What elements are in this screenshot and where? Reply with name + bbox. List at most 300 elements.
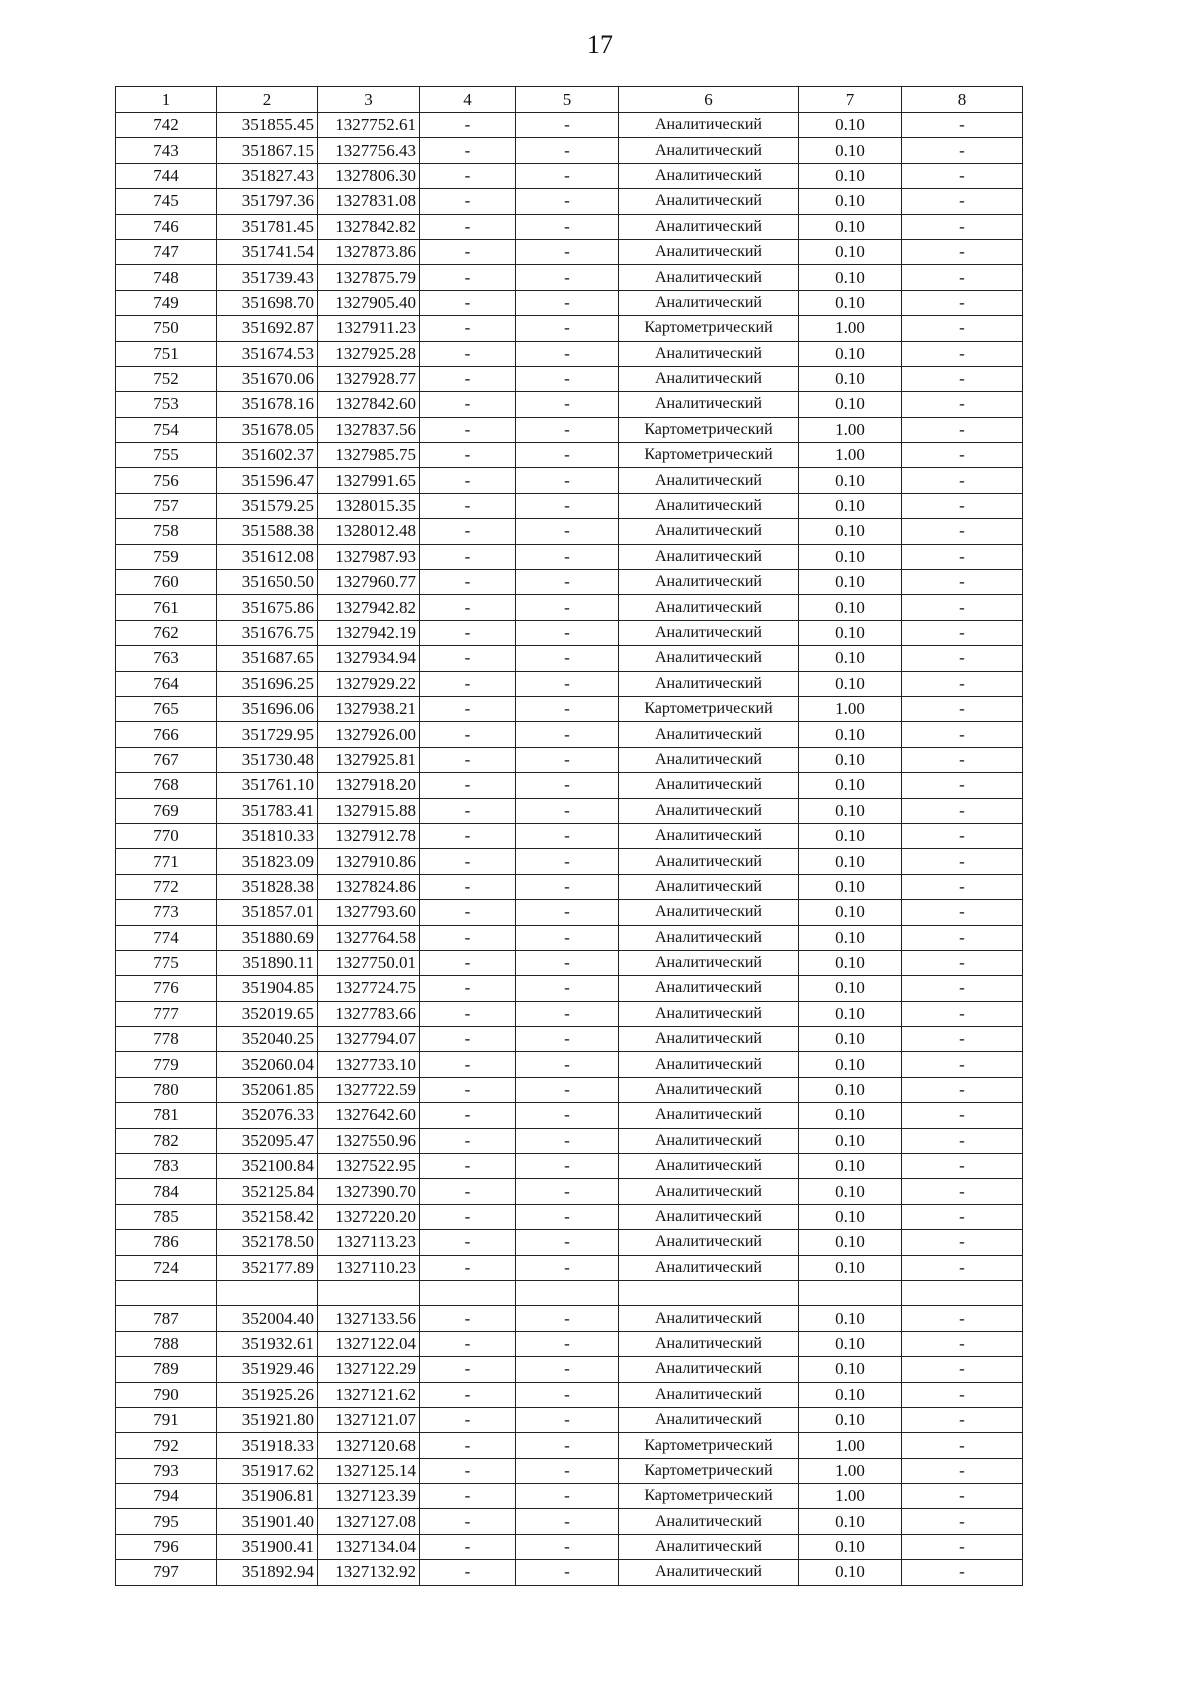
accuracy-cell: 0.10 bbox=[799, 798, 902, 823]
col8-cell: - bbox=[902, 722, 1023, 747]
point-number-cell: 794 bbox=[116, 1484, 217, 1509]
col5-cell: - bbox=[516, 341, 619, 366]
col5-cell: - bbox=[516, 316, 619, 341]
method-cell: Аналитический bbox=[619, 214, 799, 239]
col4-cell: - bbox=[420, 1534, 516, 1559]
col4-cell: - bbox=[420, 189, 516, 214]
col4-cell: - bbox=[420, 1509, 516, 1534]
method-cell: Аналитический bbox=[619, 1154, 799, 1179]
col4-cell: - bbox=[420, 925, 516, 950]
y-coordinate-cell: 1327550.96 bbox=[318, 1128, 420, 1153]
y-coordinate-cell: 1327220.20 bbox=[318, 1204, 420, 1229]
point-number-cell: 788 bbox=[116, 1331, 217, 1356]
point-number-cell: 754 bbox=[116, 417, 217, 442]
accuracy-cell: 0.10 bbox=[799, 493, 902, 518]
x-coordinate-cell: 351828.38 bbox=[217, 874, 318, 899]
col8-cell: - bbox=[902, 113, 1023, 138]
point-number-cell: 779 bbox=[116, 1052, 217, 1077]
col5-cell: - bbox=[516, 113, 619, 138]
x-coordinate-cell: 352125.84 bbox=[217, 1179, 318, 1204]
x-coordinate-cell: 351698.70 bbox=[217, 290, 318, 315]
table-body bbox=[116, 113, 1023, 1586]
col8-cell: - bbox=[902, 1255, 1023, 1280]
table-row bbox=[116, 1179, 1023, 1204]
y-coordinate-cell: 1327875.79 bbox=[318, 265, 420, 290]
y-coordinate-cell: 1327824.86 bbox=[318, 874, 420, 899]
method-cell: Картометрический bbox=[619, 1458, 799, 1483]
col8-cell: - bbox=[902, 823, 1023, 848]
col5-cell: - bbox=[516, 976, 619, 1001]
y-coordinate-cell: 1327134.04 bbox=[318, 1534, 420, 1559]
x-coordinate-cell: 351678.16 bbox=[217, 392, 318, 417]
col8-cell: - bbox=[902, 1433, 1023, 1458]
col8-cell: - bbox=[902, 493, 1023, 518]
y-coordinate-cell: 1327912.78 bbox=[318, 823, 420, 848]
col4-cell: - bbox=[420, 443, 516, 468]
method-cell: Аналитический bbox=[619, 798, 799, 823]
col5-cell: - bbox=[516, 1382, 619, 1407]
col5-cell: - bbox=[516, 620, 619, 645]
x-coordinate-cell: 351925.26 bbox=[217, 1382, 318, 1407]
col5-cell: - bbox=[516, 392, 619, 417]
col5-cell: - bbox=[516, 265, 619, 290]
col4-cell: - bbox=[420, 950, 516, 975]
method-cell: Аналитический bbox=[619, 1306, 799, 1331]
accuracy-cell bbox=[799, 1280, 902, 1305]
table-row bbox=[116, 1382, 1023, 1407]
col8-cell: - bbox=[902, 1560, 1023, 1585]
point-number-cell: 759 bbox=[116, 544, 217, 569]
point-number-cell: 744 bbox=[116, 163, 217, 188]
point-number-cell: 767 bbox=[116, 747, 217, 772]
table-row bbox=[116, 468, 1023, 493]
accuracy-cell: 1.00 bbox=[799, 696, 902, 721]
table-row bbox=[116, 138, 1023, 163]
table-row bbox=[116, 1280, 1023, 1305]
y-coordinate-cell: 1328012.48 bbox=[318, 519, 420, 544]
x-coordinate-cell: 351810.33 bbox=[217, 823, 318, 848]
col8-cell: - bbox=[902, 138, 1023, 163]
col4-cell: - bbox=[420, 1306, 516, 1331]
point-number-cell: 772 bbox=[116, 874, 217, 899]
y-coordinate-cell: 1327831.08 bbox=[318, 189, 420, 214]
point-number-cell: 785 bbox=[116, 1204, 217, 1229]
col8-cell: - bbox=[902, 1077, 1023, 1102]
col8-cell: - bbox=[902, 1407, 1023, 1432]
accuracy-cell: 0.10 bbox=[799, 1331, 902, 1356]
point-number-cell: 751 bbox=[116, 341, 217, 366]
x-coordinate-cell: 351929.46 bbox=[217, 1357, 318, 1382]
table-row bbox=[116, 1458, 1023, 1483]
col4-cell: - bbox=[420, 1179, 516, 1204]
col5-cell: - bbox=[516, 1484, 619, 1509]
col4-cell: - bbox=[420, 798, 516, 823]
col5-cell: - bbox=[516, 1306, 619, 1331]
col5-cell: - bbox=[516, 1458, 619, 1483]
col8-cell: - bbox=[902, 1484, 1023, 1509]
table-row bbox=[116, 696, 1023, 721]
accuracy-cell: 0.10 bbox=[799, 874, 902, 899]
x-coordinate-cell: 351650.50 bbox=[217, 570, 318, 595]
x-coordinate-cell: 352061.85 bbox=[217, 1077, 318, 1102]
col5-cell: - bbox=[516, 671, 619, 696]
point-number-cell: 777 bbox=[116, 1001, 217, 1026]
method-cell: Аналитический bbox=[619, 595, 799, 620]
method-cell: Аналитический bbox=[619, 1331, 799, 1356]
accuracy-cell: 1.00 bbox=[799, 1484, 902, 1509]
col8-cell: - bbox=[902, 1306, 1023, 1331]
point-number-cell: 745 bbox=[116, 189, 217, 214]
col4-cell: - bbox=[420, 366, 516, 391]
table-row bbox=[116, 747, 1023, 772]
point-number-cell: 758 bbox=[116, 519, 217, 544]
accuracy-cell: 0.10 bbox=[799, 1128, 902, 1153]
col4-cell: - bbox=[420, 620, 516, 645]
method-cell: Аналитический bbox=[619, 925, 799, 950]
table-row bbox=[116, 1154, 1023, 1179]
method-cell: Аналитический bbox=[619, 1382, 799, 1407]
point-number-cell: 781 bbox=[116, 1103, 217, 1128]
col8-cell: - bbox=[902, 849, 1023, 874]
point-number-cell: 783 bbox=[116, 1154, 217, 1179]
col8-cell: - bbox=[902, 925, 1023, 950]
x-coordinate-cell: 351761.10 bbox=[217, 773, 318, 798]
accuracy-cell: 0.10 bbox=[799, 1154, 902, 1179]
accuracy-cell: 0.10 bbox=[799, 900, 902, 925]
col5-cell: - bbox=[516, 722, 619, 747]
table-row bbox=[116, 1306, 1023, 1331]
col4-cell: - bbox=[420, 722, 516, 747]
point-number-cell: 778 bbox=[116, 1027, 217, 1052]
col5-cell: - bbox=[516, 1001, 619, 1026]
method-cell: Аналитический bbox=[619, 849, 799, 874]
point-number-cell: 742 bbox=[116, 113, 217, 138]
point-number-cell: 756 bbox=[116, 468, 217, 493]
col8-cell: - bbox=[902, 696, 1023, 721]
table-row bbox=[116, 214, 1023, 239]
table-row bbox=[116, 1331, 1023, 1356]
point-number-cell: 769 bbox=[116, 798, 217, 823]
y-coordinate-cell: 1327122.04 bbox=[318, 1331, 420, 1356]
method-cell: Аналитический bbox=[619, 773, 799, 798]
x-coordinate-cell: 351921.80 bbox=[217, 1407, 318, 1432]
col8-cell: - bbox=[902, 1331, 1023, 1356]
accuracy-cell: 0.10 bbox=[799, 1407, 902, 1432]
point-number-cell: 747 bbox=[116, 239, 217, 264]
col8-cell: - bbox=[902, 468, 1023, 493]
x-coordinate-cell: 351676.75 bbox=[217, 620, 318, 645]
accuracy-cell: 0.10 bbox=[799, 392, 902, 417]
col8-cell: - bbox=[902, 1534, 1023, 1559]
col5-cell: - bbox=[516, 925, 619, 950]
table-row bbox=[116, 519, 1023, 544]
col4-cell bbox=[420, 1280, 516, 1305]
col4-cell: - bbox=[420, 1128, 516, 1153]
col5-cell: - bbox=[516, 239, 619, 264]
method-cell: Аналитический bbox=[619, 392, 799, 417]
accuracy-cell: 0.10 bbox=[799, 1255, 902, 1280]
point-number-cell: 773 bbox=[116, 900, 217, 925]
accuracy-cell: 0.10 bbox=[799, 773, 902, 798]
col8-cell bbox=[902, 1280, 1023, 1305]
point-number-cell: 766 bbox=[116, 722, 217, 747]
point-number-cell: 786 bbox=[116, 1230, 217, 1255]
col8-cell: - bbox=[902, 798, 1023, 823]
table-row bbox=[116, 1204, 1023, 1229]
col8-cell: - bbox=[902, 1001, 1023, 1026]
point-number-cell: 748 bbox=[116, 265, 217, 290]
accuracy-cell: 0.10 bbox=[799, 1027, 902, 1052]
col4-cell: - bbox=[420, 900, 516, 925]
x-coordinate-cell: 351687.65 bbox=[217, 646, 318, 671]
method-cell: Аналитический bbox=[619, 113, 799, 138]
x-coordinate-cell: 351901.40 bbox=[217, 1509, 318, 1534]
col4-cell: - bbox=[420, 696, 516, 721]
column-header-3: 3 bbox=[318, 87, 420, 113]
col4-cell: - bbox=[420, 1407, 516, 1432]
col8-cell: - bbox=[902, 1458, 1023, 1483]
col8-cell: - bbox=[902, 1027, 1023, 1052]
x-coordinate-cell: 352040.25 bbox=[217, 1027, 318, 1052]
y-coordinate-cell: 1327987.93 bbox=[318, 544, 420, 569]
column-header-8: 8 bbox=[902, 87, 1023, 113]
col8-cell: - bbox=[902, 1052, 1023, 1077]
col8-cell: - bbox=[902, 392, 1023, 417]
accuracy-cell: 0.10 bbox=[799, 976, 902, 1001]
point-number-cell bbox=[116, 1280, 217, 1305]
accuracy-cell: 0.10 bbox=[799, 1204, 902, 1229]
x-coordinate-cell: 351696.06 bbox=[217, 696, 318, 721]
point-number-cell: 787 bbox=[116, 1306, 217, 1331]
method-cell: Аналитический bbox=[619, 900, 799, 925]
point-number-cell: 776 bbox=[116, 976, 217, 1001]
method-cell: Аналитический bbox=[619, 1128, 799, 1153]
accuracy-cell: 0.10 bbox=[799, 595, 902, 620]
method-cell: Аналитический bbox=[619, 570, 799, 595]
col8-cell: - bbox=[902, 747, 1023, 772]
table-row bbox=[116, 290, 1023, 315]
method-cell: Аналитический bbox=[619, 1255, 799, 1280]
method-cell: Аналитический bbox=[619, 1357, 799, 1382]
point-number-cell: 797 bbox=[116, 1560, 217, 1585]
point-number-cell: 771 bbox=[116, 849, 217, 874]
col8-cell: - bbox=[902, 1204, 1023, 1229]
accuracy-cell: 0.10 bbox=[799, 1306, 902, 1331]
accuracy-cell: 0.10 bbox=[799, 646, 902, 671]
point-number-cell: 724 bbox=[116, 1255, 217, 1280]
method-cell: Аналитический bbox=[619, 620, 799, 645]
accuracy-cell: 0.10 bbox=[799, 1509, 902, 1534]
x-coordinate-cell: 351730.48 bbox=[217, 747, 318, 772]
col5-cell: - bbox=[516, 950, 619, 975]
col5-cell: - bbox=[516, 214, 619, 239]
x-coordinate-cell: 352100.84 bbox=[217, 1154, 318, 1179]
point-number-cell: 760 bbox=[116, 570, 217, 595]
method-cell: Аналитический bbox=[619, 1204, 799, 1229]
point-number-cell: 750 bbox=[116, 316, 217, 341]
accuracy-cell: 1.00 bbox=[799, 1458, 902, 1483]
accuracy-cell: 0.10 bbox=[799, 849, 902, 874]
x-coordinate-cell: 351741.54 bbox=[217, 239, 318, 264]
x-coordinate-cell bbox=[217, 1280, 318, 1305]
method-cell: Аналитический bbox=[619, 189, 799, 214]
y-coordinate-cell: 1327132.92 bbox=[318, 1560, 420, 1585]
table-row bbox=[116, 544, 1023, 569]
col5-cell: - bbox=[516, 1560, 619, 1585]
col8-cell: - bbox=[902, 773, 1023, 798]
x-coordinate-cell: 351739.43 bbox=[217, 265, 318, 290]
table-row bbox=[116, 163, 1023, 188]
point-number-cell: 770 bbox=[116, 823, 217, 848]
accuracy-cell: 0.10 bbox=[799, 1052, 902, 1077]
y-coordinate-cell: 1327750.01 bbox=[318, 950, 420, 975]
x-coordinate-cell: 351906.81 bbox=[217, 1484, 318, 1509]
col4-cell: - bbox=[420, 290, 516, 315]
col5-cell: - bbox=[516, 747, 619, 772]
col5-cell: - bbox=[516, 163, 619, 188]
col8-cell: - bbox=[902, 1154, 1023, 1179]
col4-cell: - bbox=[420, 113, 516, 138]
col5-cell: - bbox=[516, 1103, 619, 1128]
accuracy-cell: 0.10 bbox=[799, 239, 902, 264]
col8-cell: - bbox=[902, 519, 1023, 544]
accuracy-cell: 0.10 bbox=[799, 1534, 902, 1559]
table-row bbox=[116, 595, 1023, 620]
col8-cell: - bbox=[902, 1103, 1023, 1128]
method-cell: Аналитический bbox=[619, 823, 799, 848]
col5-cell: - bbox=[516, 823, 619, 848]
point-number-cell: 792 bbox=[116, 1433, 217, 1458]
table-row bbox=[116, 239, 1023, 264]
x-coordinate-cell: 351602.37 bbox=[217, 443, 318, 468]
col5-cell: - bbox=[516, 1357, 619, 1382]
accuracy-cell: 0.10 bbox=[799, 468, 902, 493]
y-coordinate-cell: 1327911.23 bbox=[318, 316, 420, 341]
x-coordinate-cell: 351588.38 bbox=[217, 519, 318, 544]
col4-cell: - bbox=[420, 341, 516, 366]
accuracy-cell: 0.10 bbox=[799, 113, 902, 138]
method-cell: Картометрический bbox=[619, 443, 799, 468]
y-coordinate-cell: 1327925.28 bbox=[318, 341, 420, 366]
y-coordinate-cell: 1327783.66 bbox=[318, 1001, 420, 1026]
point-number-cell: 774 bbox=[116, 925, 217, 950]
accuracy-cell: 0.10 bbox=[799, 366, 902, 391]
table-row bbox=[116, 392, 1023, 417]
col8-cell: - bbox=[902, 341, 1023, 366]
col8-cell: - bbox=[902, 265, 1023, 290]
accuracy-cell: 0.10 bbox=[799, 570, 902, 595]
method-cell bbox=[619, 1280, 799, 1305]
x-coordinate-cell: 351892.94 bbox=[217, 1560, 318, 1585]
column-header-1: 1 bbox=[116, 87, 217, 113]
y-coordinate-cell: 1327942.19 bbox=[318, 620, 420, 645]
x-coordinate-cell: 351797.36 bbox=[217, 189, 318, 214]
col8-cell: - bbox=[902, 976, 1023, 1001]
col4-cell: - bbox=[420, 1001, 516, 1026]
table-row bbox=[116, 1230, 1023, 1255]
col4-cell: - bbox=[420, 671, 516, 696]
col5-cell: - bbox=[516, 1077, 619, 1102]
accuracy-cell: 0.10 bbox=[799, 1357, 902, 1382]
col8-cell: - bbox=[902, 1509, 1023, 1534]
y-coordinate-cell: 1328015.35 bbox=[318, 493, 420, 518]
col5-cell: - bbox=[516, 366, 619, 391]
col4-cell: - bbox=[420, 265, 516, 290]
table-header bbox=[116, 87, 1023, 113]
y-coordinate-cell: 1327724.75 bbox=[318, 976, 420, 1001]
col8-cell: - bbox=[902, 417, 1023, 442]
accuracy-cell: 0.10 bbox=[799, 265, 902, 290]
point-number-cell: 789 bbox=[116, 1357, 217, 1382]
y-coordinate-cell: 1327133.56 bbox=[318, 1306, 420, 1331]
method-cell: Аналитический bbox=[619, 341, 799, 366]
method-cell: Картометрический bbox=[619, 696, 799, 721]
col8-cell: - bbox=[902, 900, 1023, 925]
point-number-cell: 784 bbox=[116, 1179, 217, 1204]
method-cell: Аналитический bbox=[619, 1179, 799, 1204]
table-row bbox=[116, 1128, 1023, 1153]
col4-cell: - bbox=[420, 1484, 516, 1509]
point-number-cell: 765 bbox=[116, 696, 217, 721]
col8-cell: - bbox=[902, 544, 1023, 569]
col4-cell: - bbox=[420, 1357, 516, 1382]
col8-cell: - bbox=[902, 1179, 1023, 1204]
y-coordinate-cell: 1327127.08 bbox=[318, 1509, 420, 1534]
table-row bbox=[116, 1560, 1023, 1585]
method-cell: Аналитический bbox=[619, 1534, 799, 1559]
y-coordinate-cell: 1327110.23 bbox=[318, 1255, 420, 1280]
point-number-cell: 790 bbox=[116, 1382, 217, 1407]
col4-cell: - bbox=[420, 493, 516, 518]
method-cell: Аналитический bbox=[619, 1103, 799, 1128]
col8-cell: - bbox=[902, 570, 1023, 595]
x-coordinate-cell: 351918.33 bbox=[217, 1433, 318, 1458]
method-cell: Аналитический bbox=[619, 1077, 799, 1102]
table-row bbox=[116, 417, 1023, 442]
col5-cell: - bbox=[516, 1052, 619, 1077]
y-coordinate-cell: 1327942.82 bbox=[318, 595, 420, 620]
x-coordinate-cell: 351729.95 bbox=[217, 722, 318, 747]
method-cell: Аналитический bbox=[619, 722, 799, 747]
accuracy-cell: 0.10 bbox=[799, 1179, 902, 1204]
col8-cell: - bbox=[902, 443, 1023, 468]
table-row bbox=[116, 1534, 1023, 1559]
x-coordinate-cell: 352076.33 bbox=[217, 1103, 318, 1128]
x-coordinate-cell: 351827.43 bbox=[217, 163, 318, 188]
col4-cell: - bbox=[420, 214, 516, 239]
method-cell: Аналитический bbox=[619, 950, 799, 975]
accuracy-cell: 0.10 bbox=[799, 1382, 902, 1407]
col4-cell: - bbox=[420, 646, 516, 671]
y-coordinate-cell: 1327929.22 bbox=[318, 671, 420, 696]
x-coordinate-cell: 351674.53 bbox=[217, 341, 318, 366]
y-coordinate-cell: 1327121.07 bbox=[318, 1407, 420, 1432]
accuracy-cell: 1.00 bbox=[799, 443, 902, 468]
x-coordinate-cell: 352060.04 bbox=[217, 1052, 318, 1077]
table-row bbox=[116, 950, 1023, 975]
col5-cell: - bbox=[516, 1027, 619, 1052]
method-cell: Аналитический bbox=[619, 239, 799, 264]
table-row bbox=[116, 493, 1023, 518]
accuracy-cell: 0.10 bbox=[799, 823, 902, 848]
col4-cell: - bbox=[420, 417, 516, 442]
table-row bbox=[116, 1255, 1023, 1280]
col5-cell: - bbox=[516, 570, 619, 595]
method-cell: Аналитический bbox=[619, 468, 799, 493]
col8-cell: - bbox=[902, 671, 1023, 696]
column-header-6: 6 bbox=[619, 87, 799, 113]
col8-cell: - bbox=[902, 366, 1023, 391]
